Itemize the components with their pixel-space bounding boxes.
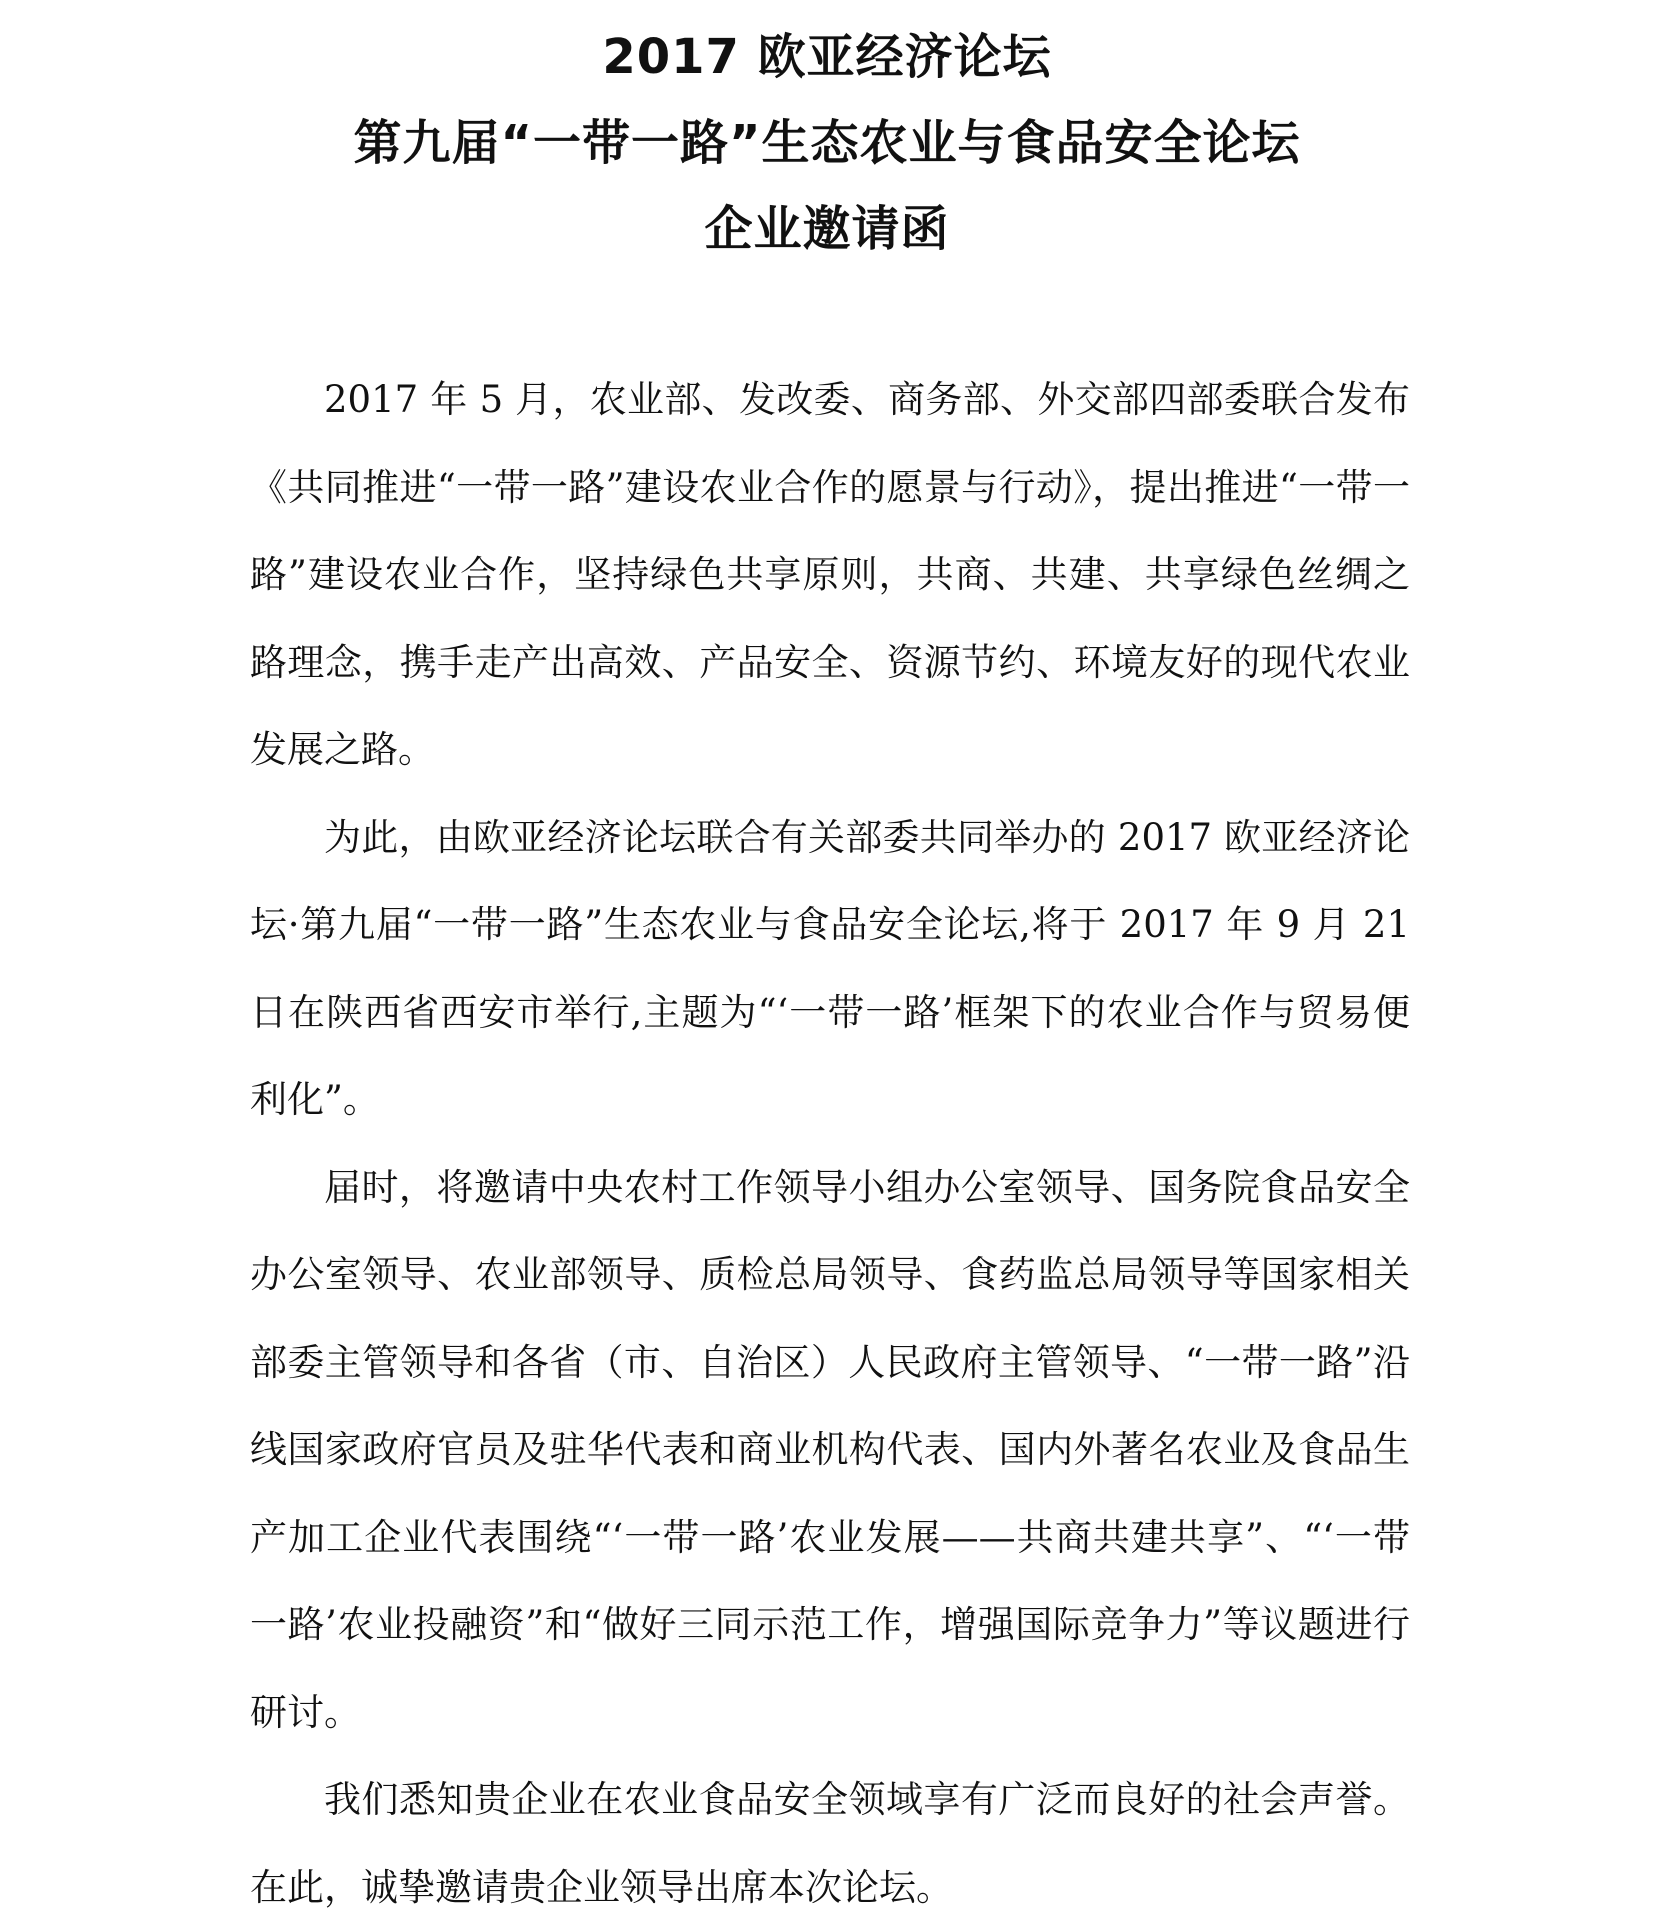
paragraph-invitation: 我们悉知贵企业在农业食品安全领域享有广泛而良好的社会声誉。在此，诚挚邀请贵企业领导出席本次论坛。: [250, 1778, 1410, 1909]
title-line-forum-name: 第九届“一带一路”生态农业与食品安全论坛: [353, 115, 1301, 171]
title-line-forum-year: 2017 欧亚经济论坛: [602, 29, 1052, 85]
title-line-invitation: 企业邀请函: [704, 201, 950, 257]
document-body: [250, 356, 1410, 1931]
paragraph-invited-guests: 届时，将邀请中央农村工作领导小组办公室领导、国务院食品安全办公室领导、农业部领导、质检总局领导、食药监总局领导等国家相关部委主管领导和各省（市、自治区）人民政府主管领导、“一带一路”沿线国家政府官员及驻华代表和商业机构代表、国内外著名农业及食品生产加工企业代表围绕“‘一带一路’农业发展——共商共建共享”、“‘一带一路’农业投融资”和“做好三同示范工作，增强国际竞争力”等议题进行研讨。: [250, 1165, 1410, 1734]
paragraph-background: 2017 年 5 月，农业部、发改委、商务部、外交部四部委联合发布《共同推进“一带一路”建设农业合作的愿景与行动》，提出推进“一带一路”建设农业合作，坚持绿色共享原则，共商、共建、共享绿色丝绸之路理念，携手走产出高效、产品安全、资源节约、环境友好的现代农业发展之路。: [250, 378, 1410, 771]
paragraph-forum-announcement: 为此，由欧亚经济论坛联合有关部委共同举办的 2017 欧亚经济论坛·第九届“一带一路”生态农业与食品安全论坛,将于 2017 年 9 月 21 日在陕西省西安市举行,主题为“‘一带一路’框架下的农业合作与贸易便利化”。: [250, 815, 1410, 1121]
document-title: [0, 14, 1654, 272]
